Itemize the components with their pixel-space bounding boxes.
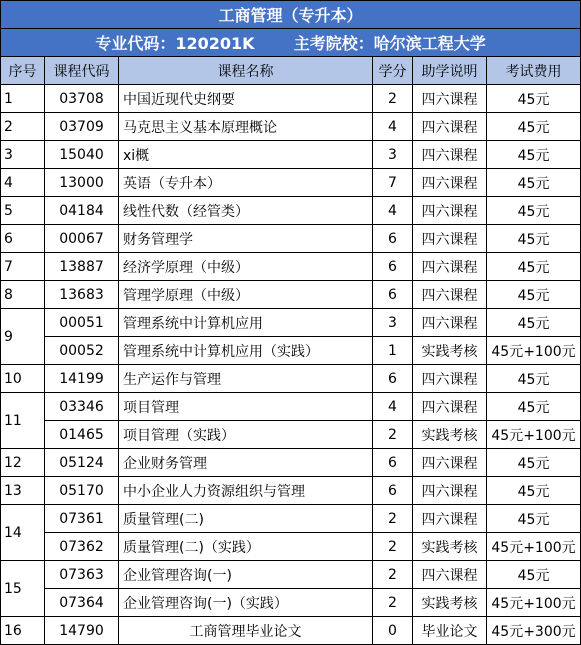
course-code: 13887 <box>45 253 119 281</box>
course-fee: 45元 <box>487 113 581 141</box>
course-code: 00052 <box>45 337 119 365</box>
course-credit: 2 <box>373 533 413 561</box>
course-note: 四六课程 <box>413 253 487 281</box>
col-header-no: 序号 <box>1 57 45 85</box>
course-code: 13683 <box>45 281 119 309</box>
course-credit: 4 <box>373 197 413 225</box>
course-fee: 45元 <box>487 561 581 589</box>
row-number: 9 <box>1 309 45 365</box>
course-name: 质量管理(二) <box>119 505 373 533</box>
course-note: 实践考核 <box>413 421 487 449</box>
course-name: 工商管理毕业论文 <box>119 617 373 645</box>
row-number: 13 <box>1 477 45 505</box>
table-title: 工商管理（专升本） <box>1 1 581 29</box>
course-credit: 6 <box>373 365 413 393</box>
course-code: 05170 <box>45 477 119 505</box>
major-code: 120201K <box>175 34 255 53</box>
course-name: 企业管理咨询(一)（实践） <box>119 589 373 617</box>
course-name: 马克思主义基本原理概论 <box>119 113 373 141</box>
course-note: 实践考核 <box>413 589 487 617</box>
course-fee: 45元+300元 <box>487 617 581 645</box>
course-note: 实践考核 <box>413 533 487 561</box>
row-number: 6 <box>1 225 45 253</box>
table-row <box>1 617 581 645</box>
course-name: 管理学原理（中级） <box>119 281 373 309</box>
course-fee: 45元 <box>487 505 581 533</box>
course-code: 03346 <box>45 393 119 421</box>
course-credit: 6 <box>373 253 413 281</box>
course-credit: 6 <box>373 477 413 505</box>
course-credit: 6 <box>373 281 413 309</box>
course-name: 经济学原理（中级） <box>119 253 373 281</box>
course-note: 四六课程 <box>413 393 487 421</box>
course-code: 07364 <box>45 589 119 617</box>
col-header-code: 课程代码 <box>45 57 119 85</box>
course-credit: 3 <box>373 309 413 337</box>
row-number: 16 <box>1 617 45 645</box>
course-credit: 3 <box>373 141 413 169</box>
col-header-note: 助学说明 <box>413 57 487 85</box>
course-fee: 45元 <box>487 197 581 225</box>
course-name: 财务管理学 <box>119 225 373 253</box>
course-name: 项目管理（实践） <box>119 421 373 449</box>
course-code: 00051 <box>45 309 119 337</box>
course-credit: 6 <box>373 225 413 253</box>
course-note: 四六课程 <box>413 85 487 113</box>
row-number: 15 <box>1 561 45 617</box>
row-number: 8 <box>1 281 45 309</box>
table-row <box>1 393 581 421</box>
col-header-credit: 学分 <box>373 57 413 85</box>
course-credit: 0 <box>373 617 413 645</box>
course-name: 线性代数（经管类） <box>119 197 373 225</box>
school-name: 哈尔滨工程大学 <box>373 34 486 53</box>
course-name: 管理系统中计算机应用 <box>119 309 373 337</box>
course-note: 毕业论文 <box>413 617 487 645</box>
table-row <box>1 253 581 281</box>
table-subtitle <box>1 29 581 57</box>
course-credit: 2 <box>373 589 413 617</box>
major-code-label: 专业代码： <box>95 34 176 53</box>
course-fee: 45元+100元 <box>487 533 581 561</box>
course-code: 13000 <box>45 169 119 197</box>
course-code: 07362 <box>45 533 119 561</box>
course-note: 四六课程 <box>413 225 487 253</box>
course-code: 15040 <box>45 141 119 169</box>
table-row <box>1 477 581 505</box>
course-note: 四六课程 <box>413 281 487 309</box>
table-row <box>1 449 581 477</box>
row-number: 5 <box>1 197 45 225</box>
course-credit: 2 <box>373 561 413 589</box>
course-note: 四六课程 <box>413 113 487 141</box>
table-row <box>1 113 581 141</box>
course-code: 14790 <box>45 617 119 645</box>
course-name: 英语（专升本） <box>119 169 373 197</box>
row-number: 14 <box>1 505 45 561</box>
course-name: 管理系统中计算机应用（实践） <box>119 337 373 365</box>
row-number: 2 <box>1 113 45 141</box>
course-fee: 45元 <box>487 85 581 113</box>
course-code: 00067 <box>45 225 119 253</box>
course-code: 03708 <box>45 85 119 113</box>
table-row <box>1 141 581 169</box>
course-credit: 4 <box>373 393 413 421</box>
course-credit: 2 <box>373 505 413 533</box>
course-note: 四六课程 <box>413 477 487 505</box>
course-name: 企业管理咨询(一) <box>119 561 373 589</box>
course-credit: 1 <box>373 337 413 365</box>
course-name: 企业财务管理 <box>119 449 373 477</box>
course-note: 四六课程 <box>413 505 487 533</box>
course-fee: 45元 <box>487 141 581 169</box>
course-fee: 45元 <box>487 393 581 421</box>
col-header-name: 课程名称 <box>119 57 373 85</box>
course-name: 项目管理 <box>119 393 373 421</box>
course-name: 生产运作与管理 <box>119 365 373 393</box>
row-number: 11 <box>1 393 45 449</box>
course-note: 四六课程 <box>413 449 487 477</box>
course-note: 四六课程 <box>413 561 487 589</box>
col-header-fee: 考试费用 <box>487 57 581 85</box>
row-number: 1 <box>1 85 45 113</box>
course-credit: 4 <box>373 113 413 141</box>
course-name: xi概 <box>119 141 373 169</box>
course-fee: 45元+100元 <box>487 421 581 449</box>
table-row <box>1 197 581 225</box>
course-code: 07363 <box>45 561 119 589</box>
course-fee: 45元+100元 <box>487 337 581 365</box>
course-note: 四六课程 <box>413 169 487 197</box>
table-row <box>1 169 581 197</box>
course-fee: 45元 <box>487 477 581 505</box>
course-fee: 45元 <box>487 169 581 197</box>
course-note: 四六课程 <box>413 309 487 337</box>
table-row <box>1 589 581 617</box>
course-note: 四六课程 <box>413 197 487 225</box>
course-fee: 45元 <box>487 309 581 337</box>
course-credit: 2 <box>373 421 413 449</box>
row-number: 10 <box>1 365 45 393</box>
row-number: 7 <box>1 253 45 281</box>
course-code: 01465 <box>45 421 119 449</box>
course-credit: 2 <box>373 85 413 113</box>
table-row <box>1 281 581 309</box>
course-code: 05124 <box>45 449 119 477</box>
course-fee: 45元+100元 <box>487 589 581 617</box>
table-row <box>1 365 581 393</box>
course-code: 07361 <box>45 505 119 533</box>
row-number: 4 <box>1 169 45 197</box>
course-name: 中国近现代史纲要 <box>119 85 373 113</box>
course-note: 实践考核 <box>413 337 487 365</box>
table-row <box>1 505 581 533</box>
course-fee: 45元 <box>487 281 581 309</box>
course-note: 四六课程 <box>413 141 487 169</box>
course-code: 03709 <box>45 113 119 141</box>
table-row <box>1 225 581 253</box>
course-credit: 7 <box>373 169 413 197</box>
row-number: 12 <box>1 449 45 477</box>
course-name: 质量管理(二)（实践） <box>119 533 373 561</box>
course-code: 04184 <box>45 197 119 225</box>
table-row <box>1 533 581 561</box>
course-name: 中小企业人力资源组织与管理 <box>119 477 373 505</box>
course-code: 14199 <box>45 365 119 393</box>
table-row <box>1 309 581 337</box>
course-note: 四六课程 <box>413 365 487 393</box>
table-row <box>1 85 581 113</box>
course-fee: 45元 <box>487 449 581 477</box>
table-row <box>1 561 581 589</box>
table-row <box>1 337 581 365</box>
course-credit: 6 <box>373 449 413 477</box>
row-number: 3 <box>1 141 45 169</box>
column-header-row <box>1 57 581 85</box>
course-fee: 45元 <box>487 253 581 281</box>
course-fee: 45元 <box>487 225 581 253</box>
course-fee: 45元 <box>487 365 581 393</box>
school-label: 主考院校： <box>293 34 374 53</box>
table-row <box>1 421 581 449</box>
